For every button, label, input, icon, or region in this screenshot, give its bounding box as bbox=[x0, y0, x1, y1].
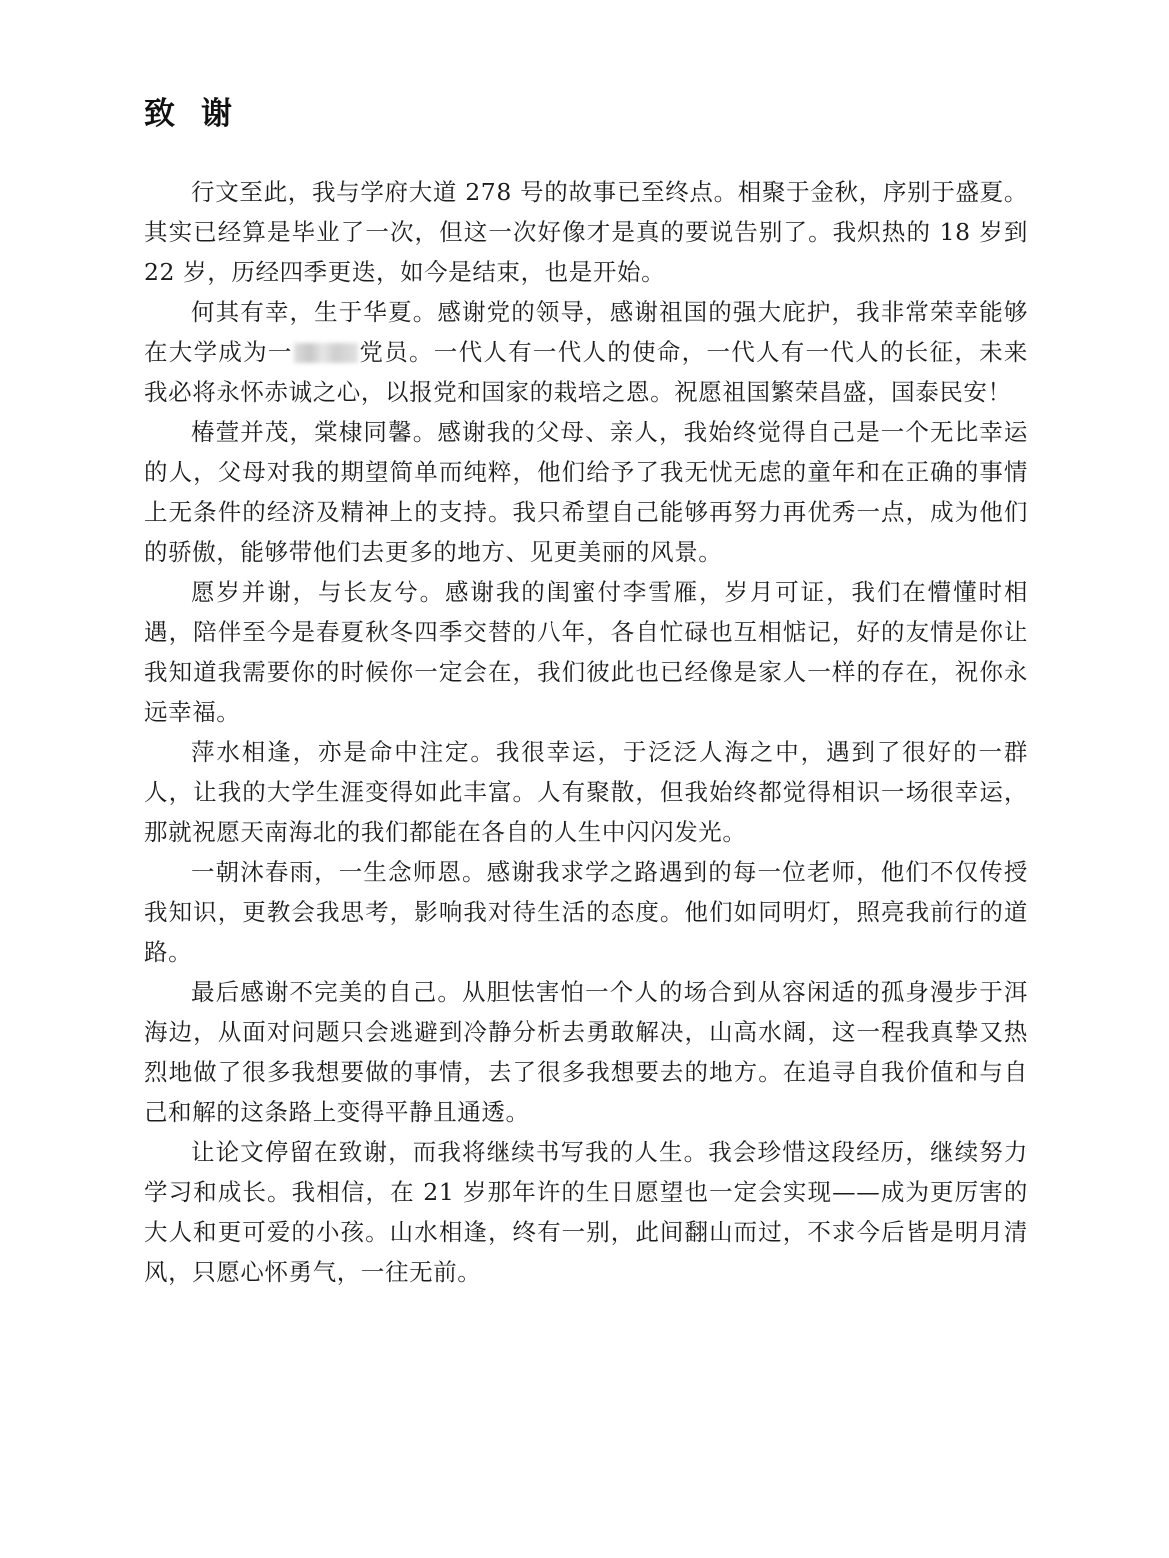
paragraph-ending: 行文至此，我与学府大道 278 号的故事已至终点。相聚于金秋，序别于盛夏。其实已经算是毕业了一次，但这一次好像才是真的要说告别了。我炽热的 18 岁到 22 岁，历经四季更迭，如今是结束，也是开始。 bbox=[144, 178, 1028, 286]
paragraph-family: 椿萱并茂，棠棣同馨。感谢我的父母、亲人，我始终觉得自己是一个无比幸运的人，父母对我的期望简单而纯粹，他们给予了我无忧无虑的童年和在正确的事情上无条件的经济及精神上的支持。我只希望自己能够再努力再优秀一点，成为他们的骄傲，能够带他们去更多的地方、见更美丽的风景。 bbox=[144, 418, 1028, 566]
paragraph-country-text-after: 党员。一代人有一代人的使命，一代人有一代人的长征，未来我必将永怀赤诚之心，以报党和国家的栽培之恩。祝愿祖国繁荣昌盛，国泰民安！ bbox=[144, 338, 1028, 406]
paragraph-closing: 让论文停留在致谢，而我将继续书写我的人生。我会珍惜这段经历，继续努力学习和成长。我相信，在 21 岁那年许的生日愿望也一定会实现——成为更厉害的大人和更可爱的小孩。山水相逢，终有一别，此间翻山而过，不求今后皆是明月清风，只愿心怀勇气，一往无前。 bbox=[144, 1138, 1028, 1286]
redacted-blur bbox=[294, 343, 358, 363]
paragraph-self: 最后感谢不完美的自己。从胆怯害怕一个人的场合到从容闲适的孤身漫步于洱海边，从面对问题只会逃避到冷静分析去勇敢解决，山高水阔，这一程我真挚又热烈地做了很多我想要做的事情，去了很多我想要去的地方。在追寻自我价值和与自己和解的这条路上变得平静且通透。 bbox=[144, 978, 1028, 1126]
paragraph-friend: 愿岁并谢，与长友兮。感谢我的闺蜜付李雪雁，岁月可证，我们在懵懂时相遇，陪伴至今是春夏秋冬四季交替的八年，各自忙碌也互相惦记，好的友情是你让我知道我需要你的时候你一定会在，我们彼此也已经像是家人一样的存在，祝你永远幸福。 bbox=[144, 578, 1028, 726]
paragraph-country-text-before: 何其有幸，生于华夏。感谢党的领导，感谢祖国的强大庇护，我非常荣幸能够在大学成为一 bbox=[144, 298, 1028, 366]
page-title: 致谢 bbox=[144, 96, 258, 132]
paragraph-teachers: 一朝沐春雨，一生念师恩。感谢我求学之路遇到的每一位老师，他们不仅传授我知识，更教会我思考，影响我对待生活的态度。他们如同明灯，照亮我前行的道路。 bbox=[144, 858, 1028, 966]
paragraph-classmates: 萍水相逢，亦是命中注定。我很幸运，于泛泛人海之中，遇到了很好的一群人，让我的大学生涯变得如此丰富。人有聚散，但我始终都觉得相识一场很幸运，那就祝愿天南海北的我们都能在各自的人生中闪闪发光。 bbox=[144, 738, 1028, 846]
paragraph-country bbox=[144, 292, 1028, 412]
acknowledgement-body bbox=[144, 172, 1028, 1292]
